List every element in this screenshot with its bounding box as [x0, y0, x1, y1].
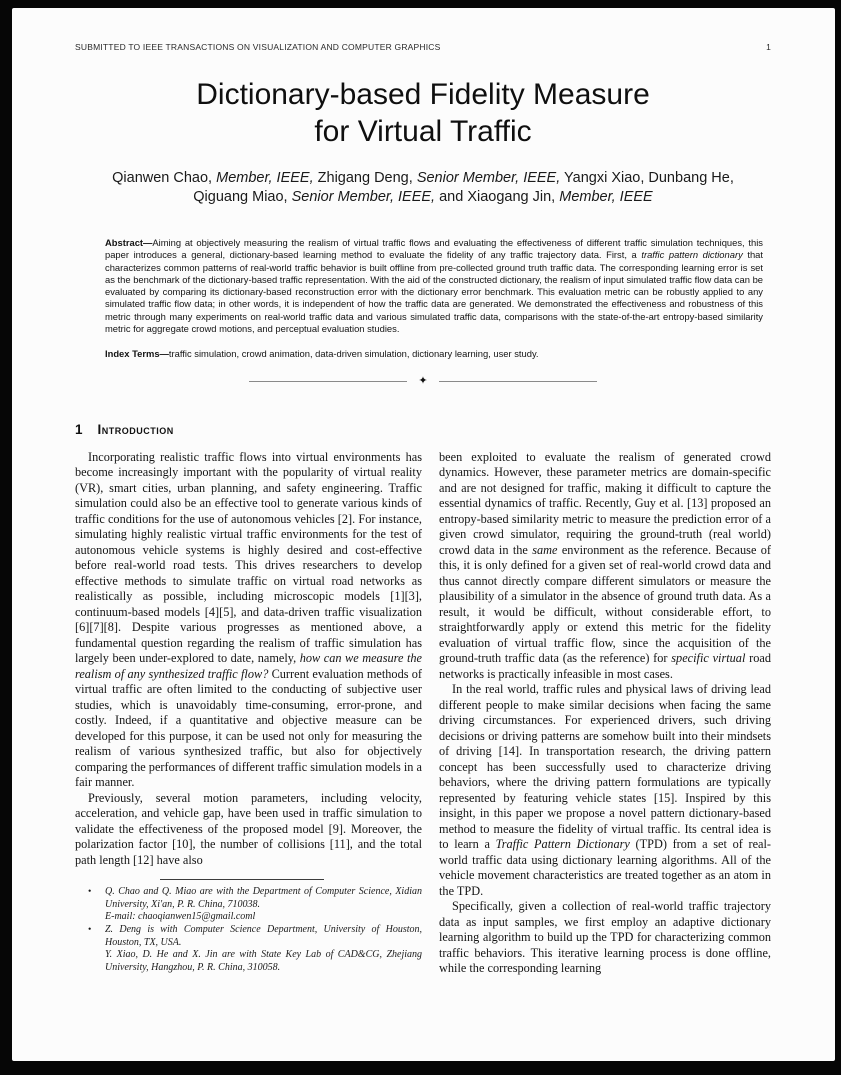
title-line-2: for Virtual Traffic	[314, 115, 532, 148]
footnote-text	[105, 924, 422, 974]
footnote-affiliation: Y. Xiao, D. He and X. Jin are with State Key Lab of CAD&CG, Zhejiang University, Hangzhou, P. R. China, 310058.	[105, 949, 422, 973]
author-text-segment: Zhigang Deng,	[313, 170, 417, 186]
title-line-1: Dictionary-based Fidelity Measure	[196, 78, 650, 111]
divider-line-left	[249, 381, 407, 382]
body-text-segment: been exploited to evaluate the realism of generated crowd dynamics. However, these parameter metrics are domain-specific and are not designed for traffic, making it difficult to capture the essential dynamics of traffic. Recently, Guy et al. [13] proposed an entropy-based similarity metric to measure the prediction error of a given crowd simulator, requiring the ground-truth (real world) crowd data in the	[439, 449, 771, 557]
section-divider	[249, 376, 597, 387]
body-text-segment: (TPD) from a set of real-world traffic data using dictionary learning algorithms. All of the vehicle movement characteristics are treated together as an atom in the TPD.	[439, 837, 771, 898]
author-role-segment: Member, IEEE,	[216, 170, 314, 186]
body-text-segment: In the real world, traffic rules and physical laws of driving lead different people to make similar decisions when facing the same driving circumstances. For experienced drivers, such driving decisions or driving patterns are somehow built into their mindsets of driving [14]. In transportation research, the driving pattern concept has been successfully used to characterize driving behaviors, where the driving pattern formulations are typically represented by featuring vehicle states [15]. Inspired by this insight, in this paper we propose a novel pattern dictionary-based method to measure the fidelity of virtual traffic. Its central idea is to learn a	[439, 682, 771, 852]
bullet-icon: •	[88, 887, 92, 898]
header-journal-text: SUBMITTED TO IEEE TRANSACTIONS ON VISUALIZATION AND COMPUTER GRAPHICS	[75, 42, 441, 52]
section-heading-introduction	[75, 422, 771, 437]
body-italic-segment: specific virtual	[671, 651, 746, 666]
body-text-segment: road networks is practically infeasible in most cases.	[439, 651, 771, 681]
author-role-segment: Senior Member, IEEE,	[416, 170, 561, 186]
body-text-segment: Incorporating realistic traffic flows into virtual environments has become increasingly important with the popularity of virtual reality (VR), smart cities, urban planning, and safety engineering. Traffic simulation could also be an effective tool to generate various kinds of traffic conditions for the use of autonomous vehicles [2]. For instance, simulating highly realistic virtual traffic environments for the test of autonomous vehicle systems is highly desired and cost-effective before real-world road tests. This drives researchers to develop effective methods to simulate traffic on virtual road networks as realistically as possible, including microscopic models [1][3], continuum-based models [4][5], and data-driven traffic visualization [6][7][8]. Despite various progresses as mentioned above, a fundamental question regarding the realism of traffic simulation has largely been under-explored to date, namely,	[75, 449, 422, 666]
footnote-affiliation: Z. Deng is with Computer Science Department, University of Houston, Houston, TX, USA.	[105, 924, 422, 948]
footnote-block	[75, 879, 422, 974]
index-terms	[105, 348, 763, 360]
footnote-affiliation: Q. Chao and Q. Miao are with the Department of Computer Science, Xidian University, Xi'an, P. R. China, 710038.	[105, 886, 422, 910]
author-text-segment: Qiguang Miao,	[193, 189, 292, 205]
author-text-segment: Yangxi Xiao, Dunbang He,	[560, 170, 734, 186]
author-text-segment: and Xiaogang Jin,	[435, 189, 560, 205]
divider-line-right	[439, 381, 597, 382]
index-terms-label: Index Terms—	[105, 348, 169, 360]
column-right	[439, 450, 771, 977]
author-role-segment: Member, IEEE	[559, 189, 653, 205]
author-role-segment: Senior Member, IEEE,	[291, 189, 436, 205]
column-left	[75, 450, 422, 977]
author-line-2	[75, 188, 771, 207]
abstract-text-segment: that characterizes common patterns of real-world traffic behavior is built offline from pre-collected ground truth traffic data. The corresponding learning error is set as the benchmark of the dictionary-based traffic representation. With the aid of the constructed dictionary, the realism of input simulated traffic flow data can be evaluated by comparing its dictionary-based reconstruction error with the dictionary error benchmark. This evaluation metric can be robustly applied to any simulated traffic flow data; in other words, it is independent of how the traffic data are generated. We demonstrated the effectiveness and robustness of this metric through many experiments on real-world traffic data and various simulated traffic data, comparisons with the state-of-the-art entropy-based similarity metric for aggregate crowd motions, and perceptual evaluation studies.	[105, 249, 763, 335]
diamond-icon: ✦	[418, 374, 428, 387]
intro-paragraph-2	[75, 791, 422, 869]
section-title: Introduction	[97, 421, 174, 437]
paper-title	[75, 76, 771, 150]
paper-page	[12, 8, 835, 1061]
intro-paragraph-4	[439, 682, 771, 899]
page-number: 1	[766, 42, 771, 52]
footnote-item-1	[75, 886, 422, 923]
body-text-segment: Current evaluation methods of virtual traffic are often limited to the conducting of subjective user studies, which is unavoidably time-consuming, error-prone, and costly. Indeed, if a quantitative and objective measure can be developed for this purpose, it can be used not only for measuring the realism of various synthesized traffic, but also for objectively comparing the performances of different traffic simulation models in a fair manner.	[75, 666, 422, 790]
abstract-label: Abstract—	[105, 237, 153, 248]
author-list	[75, 169, 771, 207]
author-line-1	[75, 169, 771, 188]
intro-paragraph-1	[75, 450, 422, 791]
footnote-text	[105, 886, 422, 923]
footnote-email: E-mail: chaoqianwen15@gmail.coml	[105, 910, 256, 922]
abstract-paragraph	[105, 237, 763, 335]
intro-paragraph-3	[439, 450, 771, 683]
abstract-italic-segment: traffic pattern dictionary	[641, 249, 743, 261]
body-text-segment: Specifically, given a collection of real-world traffic trajectory data as input samples, we first employ an adaptive dictionary learning algorithm to build up the TPD for characterizing common traffic behaviors. This iterative learning process is done offline, while the corresponding learning	[439, 899, 771, 976]
body-text-segment: Previously, several motion parameters, including velocity, acceleration, and vehicle gap, have been used in traffic simulation to validate the effectiveness of the proposed model [9]. Moreover, the polarization factor [10], the number of collisions [11], and the total path length [12] have also	[75, 790, 422, 867]
abstract-text-segment: Aiming at objectively measuring the realism of virtual traffic flows and evaluating the effectiveness of different traffic simulation techniques, this paper introduces a general, dictionary-based learning method to evaluate the fidelity of any traffic trajectory data. First, a	[105, 237, 763, 261]
page-content	[12, 8, 835, 977]
footnote-rule	[160, 879, 324, 880]
running-header	[75, 42, 771, 52]
body-italic-segment: how can we measure the realism of any synthesized traffic flow?	[75, 651, 422, 681]
body-text-segment: environment as the reference. Because of this, it is only defined for a given set of real-world crowd data and thus cannot directly compare different simulators or measure the plausibility of a simulator in the absence of ground truth data. As a result, it would be difficult, without considerable effort, to straightforwardly apply or extend this metric for the fidelity evaluation of virtual traffic flow, since the acquisition of the ground-truth traffic data (as the reference) for	[439, 542, 771, 666]
author-text-segment: Qianwen Chao,	[112, 170, 217, 186]
bullet-icon: •	[88, 925, 92, 936]
index-terms-text: traffic simulation, crowd animation, data-driven simulation, dictionary learning, user study.	[168, 348, 539, 360]
section-number: 1	[75, 421, 83, 437]
body-italic-segment: same	[532, 542, 558, 557]
two-column-body	[75, 450, 771, 977]
intro-paragraph-5	[439, 899, 771, 977]
footnote-item-2	[75, 924, 422, 974]
body-italic-segment: Traffic Pattern Dictionary	[495, 837, 630, 852]
